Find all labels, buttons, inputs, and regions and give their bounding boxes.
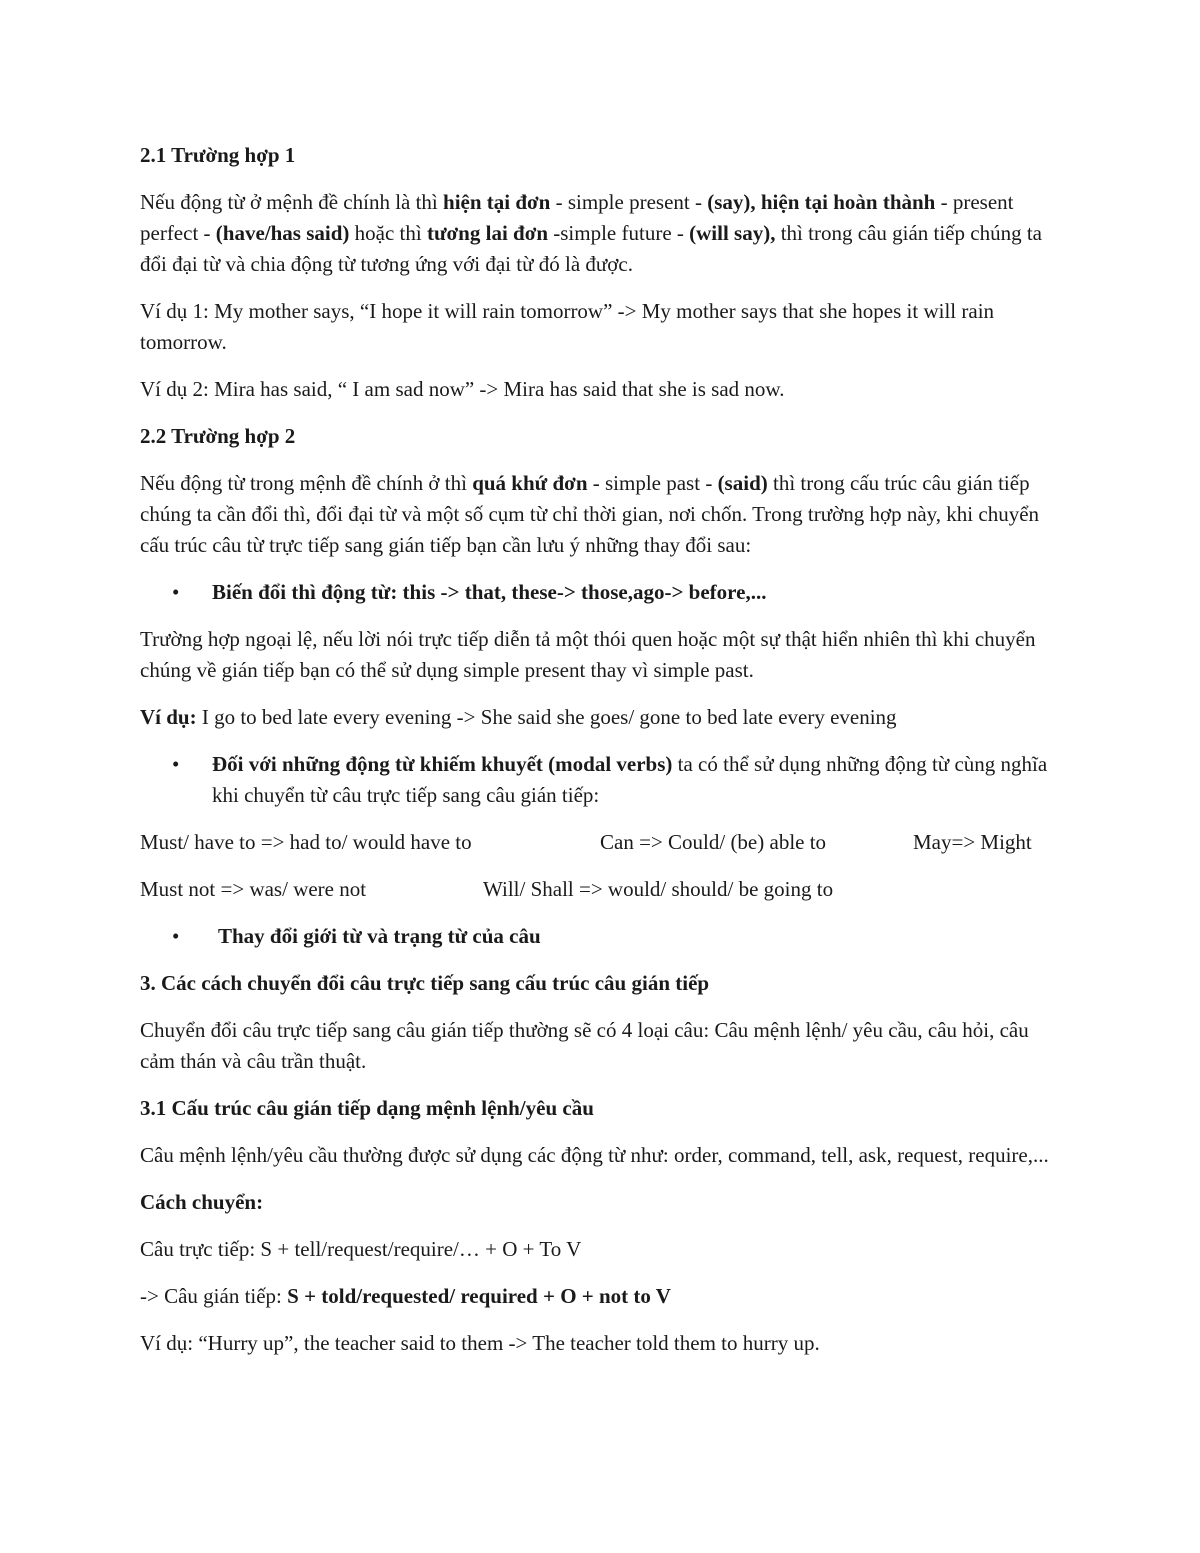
section-2-1-paragraph (140, 187, 1060, 280)
text-run: - simple past - (587, 471, 718, 495)
bold-run: (have/has said) (215, 221, 350, 245)
text-run: hoặc thì (349, 221, 427, 245)
section-3-1-heading: 3.1 Cấu trúc câu gián tiếp dạng mệnh lệnh/yêu cầu (140, 1096, 594, 1120)
bold-run: tương lai đơn (426, 221, 549, 245)
bullet-item-modal-verbs (140, 749, 1060, 811)
bold-run: hiện tại đơn (443, 190, 551, 214)
section-3-1-paragraph: Câu mệnh lệnh/yêu cầu thường được sử dụng các động từ như: order, command, tell, ask, request, require,... (140, 1143, 1049, 1167)
section-3-heading: 3. Các cách chuyển đổi câu trực tiếp sang cấu trúc câu gián tiếp (140, 971, 710, 995)
example-2: Ví dụ 2: Mira has said, “ I am sad now” -> Mira has said that she is sad now. (140, 377, 785, 401)
indirect-formula-bold: S + told/requested/ required + O + not to V (287, 1284, 671, 1308)
text-run: thì trong cấu trúc câu gián tiếp chúng ta cần đổi thì, đổi đại từ và một số cụm từ chỉ thời gian, nơi chốn. Trong trường hợp này, khi chuyển cấu trúc câu từ trực tiếp sang gián tiếp bạn cần lưu ý những thay đổi sau: (140, 471, 1040, 557)
bullet-text: ta có thể sử dụng những động từ cùng nghĩa khi chuyển từ câu trực tiếp sang câu gián tiếp: (212, 752, 1048, 807)
bullet-text: Thay đổi giới từ và trạng từ của câu (218, 924, 541, 948)
bullet-item-verb-changes (140, 577, 1060, 608)
text-run: Nếu động từ ở mệnh đề chính là thì (140, 190, 444, 214)
modal-will-shall: Will/ Shall => would/ should/ be going to (483, 877, 834, 901)
bullet-text: Biến đổi thì động từ: this -> that, these-> those,ago-> before,... (212, 580, 767, 604)
direct-formula: Câu trực tiếp: S + tell/request/require/… + O + To V (140, 1237, 582, 1261)
bullet-icon: • (172, 580, 180, 604)
bold-run: (will say), (689, 221, 776, 245)
example-1: Ví dụ 1: My mother says, “I hope it will rain tomorrow” -> My mother says that she hopes it will rain tomorrow. (140, 299, 995, 354)
bullet-item-prepositions (140, 921, 1060, 952)
bullet-icon: • (172, 924, 180, 948)
indirect-prefix: -> Câu gián tiếp: (140, 1284, 288, 1308)
modal-may: May=> Might (913, 830, 1032, 854)
text-run: thì trong câu gián tiếp chúng ta đổi đại từ và chia động từ tương ứng với đại từ đó là được. (140, 221, 1042, 276)
indirect-formula (140, 1281, 1060, 1312)
example-text: I go to bed late every evening -> She said she goes/ gone to bed late every evening (196, 705, 897, 729)
text-run: -simple future - (548, 221, 690, 245)
section-2-1-heading: 2.1 Trường hợp 1 (140, 143, 296, 167)
section-2-2-paragraph (140, 468, 1060, 561)
example-label: Ví dụ: (140, 705, 197, 729)
section-3-1-example: Ví dụ: “Hurry up”, the teacher said to them -> The teacher told them to hurry up. (140, 1331, 820, 1355)
bullet-icon: • (172, 752, 180, 776)
how-to-convert-label: Cách chuyển: (140, 1190, 264, 1214)
modal-row-2 (140, 874, 1060, 905)
bold-run: (say), hiện tại hoàn thành (707, 190, 936, 214)
text-run: - present perfect - (140, 190, 1014, 245)
bold-run: quá khứ đơn (472, 471, 588, 495)
section-3-paragraph: Chuyển đổi câu trực tiếp sang câu gián tiếp thường sẽ có 4 loại câu: Câu mệnh lệnh/ yêu cầu, câu hỏi, câu cảm thán và câu trần thuật. (140, 1018, 1029, 1073)
document-page (140, 140, 1060, 1375)
exception-paragraph: Trường hợp ngoại lệ, nếu lời nói trực tiếp diễn tả một thói quen hoặc một sự thật hiển nhiên thì khi chuyển chúng về gián tiếp bạn có thể sử dụng simple present thay vì simple past. (140, 627, 1036, 682)
modal-row-1 (140, 827, 1060, 858)
bold-run: (said) (717, 471, 768, 495)
text-run: - simple present - (550, 190, 708, 214)
modal-can: Can => Could/ (be) able to (600, 830, 827, 854)
section-2-2-heading: 2.2 Trường hợp 2 (140, 424, 296, 448)
modal-must-not: Must not => was/ were not (140, 877, 367, 901)
example-paragraph (140, 702, 1060, 733)
text-run: Nếu động từ trong mệnh đề chính ở thì (140, 471, 473, 495)
modal-must: Must/ have to => had to/ would have to (140, 830, 472, 854)
bullet-bold-text: Đối với những động từ khiếm khuyết (modal verbs) (212, 752, 673, 776)
